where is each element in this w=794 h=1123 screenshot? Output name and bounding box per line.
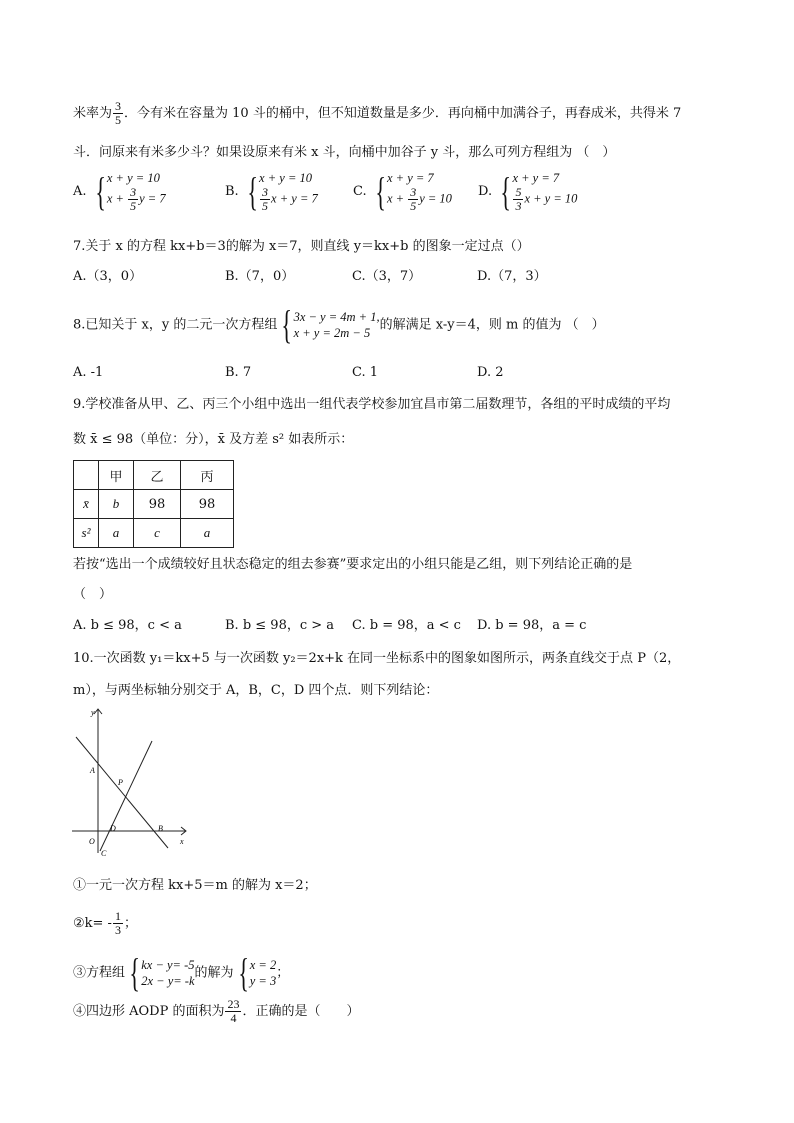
graph-label-d: D bbox=[110, 824, 116, 833]
q9-table bbox=[73, 460, 234, 548]
q6-fraction: $\frac{3}{5}$ bbox=[115, 99, 122, 127]
q9-line1: 9.学校准备从甲、乙、丙三个小组中选出一组代表学校参加宜昌市第二届数理节，各组的平时成绩的平均 bbox=[73, 397, 671, 412]
graph-label-o: O bbox=[89, 837, 95, 846]
q9-line3: 若按“选出一个成绩较好且状态稳定的组去参赛”要求定出的小组只能是乙组，则下列结论正确的是 bbox=[73, 557, 633, 572]
q10-conclusion-4: ④四边形 AODP 的面积为 $\frac{23}{4}$ ．正确的是（ ） bbox=[73, 997, 360, 1025]
graph-label-a: A bbox=[90, 766, 95, 775]
q9-option-a[interactable]: A. b ≤ 98，c < a bbox=[73, 618, 182, 633]
graph-label-y: y bbox=[91, 708, 95, 717]
q6-line2: 斗．问原来有米多少斗？如果设原来有米 x 斗，向桶中加谷子 y 斗，那么可列方程组为 （ ） bbox=[73, 145, 616, 160]
graph-label-x: x bbox=[180, 837, 184, 846]
q6-line1-a: 米率为 bbox=[73, 106, 113, 121]
q9-option-c[interactable]: C. b = 98，a < c bbox=[352, 618, 461, 633]
q9-line4: （ ） bbox=[73, 587, 113, 602]
table-row: 甲 乙 丙 bbox=[74, 461, 234, 490]
q8-option-a[interactable]: A. -1 bbox=[73, 365, 104, 380]
table-row: s² a c a bbox=[74, 519, 234, 548]
q8-option-c[interactable]: C. 1 bbox=[352, 365, 379, 380]
q6-line1 bbox=[73, 100, 681, 127]
q10-graph bbox=[70, 703, 192, 863]
q7-option-b[interactable]: B.（7，0） bbox=[225, 269, 295, 284]
graph-label-b: B bbox=[158, 824, 163, 833]
q6-option-c[interactable]: C. { x + y = 7 x + $\frac{3}{5}$ y = 10 bbox=[353, 168, 452, 214]
q10-conclusion-3: ③方程组 { kx − y= -5 2x − y= -k 的解为 { x = 2 y = 3 ； bbox=[73, 950, 290, 995]
q7-option-a[interactable]: A.（3，0） bbox=[73, 269, 143, 284]
q10-conclusion-1: ①一元一次方程 kx+5＝m 的解为 x＝2； bbox=[73, 878, 317, 893]
q6-option-d[interactable]: D. { x + y = 7 $\frac{5}{3}$ x + y = 10 bbox=[478, 168, 578, 214]
graph-label-p: P bbox=[118, 778, 123, 787]
q7-option-d[interactable]: D.（7，3） bbox=[477, 269, 547, 284]
q9-line2: 数 x̄ ≤ 98（单位：分），x̄ 及方差 s² 如表所示： bbox=[73, 432, 354, 447]
q10-line1: 10.一次函数 y₁＝kx+5 与一次函数 y₂＝2x+k 在同一坐标系中的图象如图所示，两条直线交于点 P（2， bbox=[73, 651, 681, 666]
q8-system: { 3x − y = 4m + 1, x + y = 2m − 5 bbox=[281, 302, 380, 347]
q10-conclusion-2: ②k= - $\frac{1}{3}$ ； bbox=[73, 909, 137, 937]
q8-option-d[interactable]: D. 2 bbox=[477, 365, 504, 380]
line-y2 bbox=[100, 741, 152, 851]
q10-line2: m），与两坐标轴分别交于 A，B，C，D 四个点．则下列结论： bbox=[73, 683, 439, 698]
q6-line1-b: ．今有米在容量为 10 斗的桶中，但不知道数量是多少．再向桶中加满谷子，再舂成米，共得米 7 bbox=[124, 106, 682, 121]
q9-option-b[interactable]: B. b ≤ 98，c > a bbox=[225, 618, 335, 633]
table-row: x̄ b 98 98 bbox=[74, 490, 234, 519]
q9-option-d[interactable]: D. b = 98，a = c bbox=[477, 618, 587, 633]
q7-stem: 7.关于 x 的方程 kx+b＝3的解为 x＝7，则直线 y＝kx+b 的图象一定过点（） bbox=[73, 239, 530, 254]
q8-stem: 8.已知关于 x，y 的二元一次方程组 { 3x − y = 4m + 1, x + y = 2m − 5 的解满足 x-y＝4，则 m 的值为 （ ） bbox=[73, 302, 605, 347]
q6-option-b[interactable]: B. { x + y = 10 $\frac{3}{5}$ x + y = 7 bbox=[225, 168, 318, 214]
q7-option-c[interactable]: C.（3，7） bbox=[352, 269, 422, 284]
q8-option-b[interactable]: B. 7 bbox=[225, 365, 252, 380]
graph-label-c: C bbox=[101, 849, 107, 858]
q6-option-a[interactable]: A. { x + y = 10 x + $\frac{3}{5}$ y = 7 bbox=[73, 168, 166, 214]
